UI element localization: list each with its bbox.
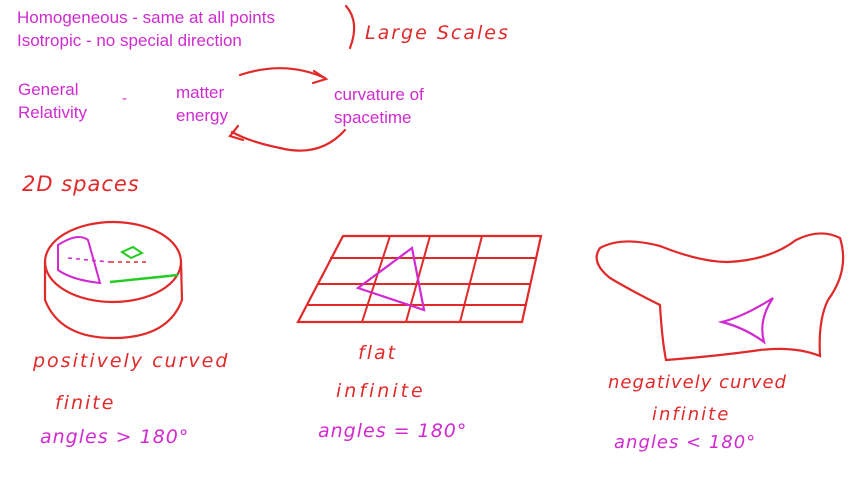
energy-label: energy [176, 106, 228, 125]
large-scales-bracket [346, 6, 354, 48]
negative-angles-label: angles < 180° [614, 432, 757, 453]
homogeneous-note: Homogeneous - same at all points [17, 8, 275, 27]
flat-angles-label: angles = 180° [318, 420, 468, 442]
positive-extent-label: finite [55, 392, 116, 414]
spaces-heading: 2D spaces [22, 172, 140, 196]
positive-curved-drawing [45, 222, 182, 338]
isotropic-note: Isotropic - no special direction [17, 31, 242, 50]
flat-label: flat [358, 342, 398, 364]
large-scales-note: Large Scales [365, 22, 510, 44]
general-relativity-line2: Relativity [18, 103, 87, 122]
positive-angles-label: angles > 180° [40, 426, 190, 448]
general-relativity-line1: General [18, 80, 79, 99]
negative-extent-label: infinite [652, 404, 731, 425]
matter-label: matter [176, 83, 225, 102]
spacetime-label: spacetime [334, 108, 412, 127]
arrow-matter-to-curvature [240, 68, 325, 78]
curvature-label: curvature of [334, 85, 424, 104]
flat-extent-label: infinite [336, 380, 426, 402]
gr-dash: - [122, 90, 127, 107]
positive-curved-label: positively curved [33, 350, 230, 372]
negative-curved-drawing [597, 233, 843, 360]
arrow-curvature-to-matter [232, 130, 345, 151]
negative-curved-label: negatively curved [608, 372, 787, 393]
flat-drawing [298, 236, 541, 322]
